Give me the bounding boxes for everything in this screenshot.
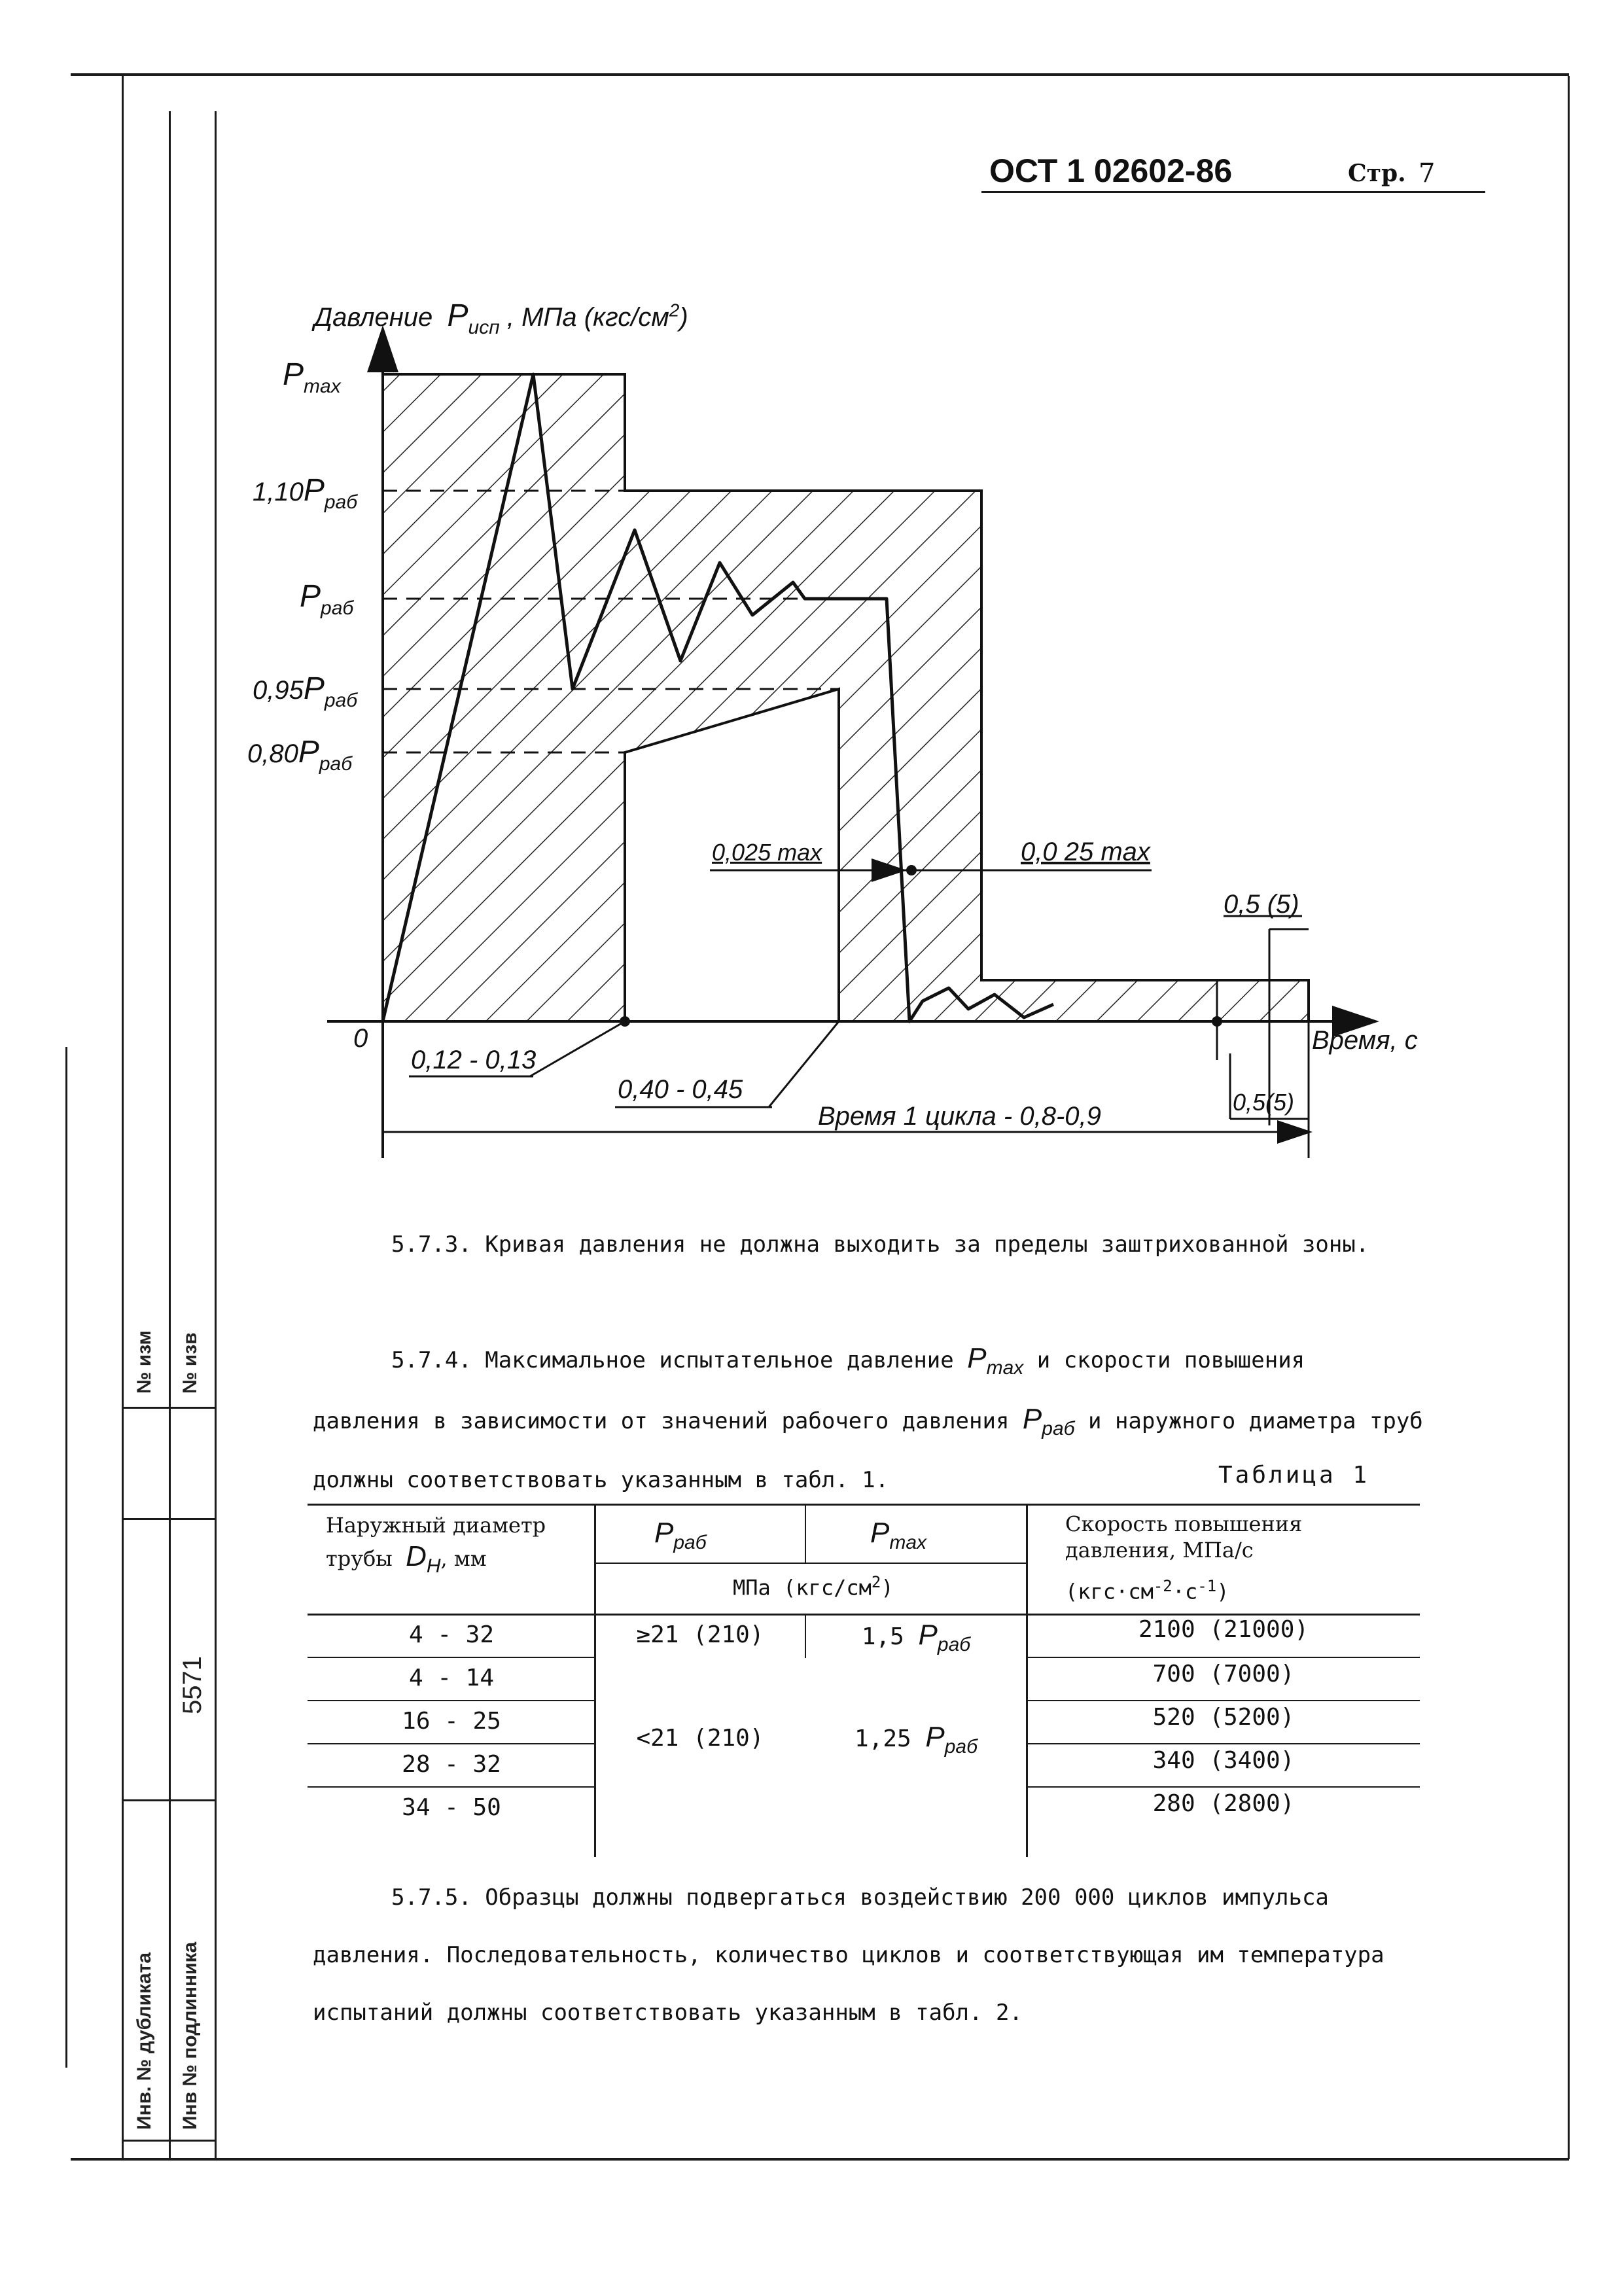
- td-diam-row1: 4 - 32: [408, 1621, 495, 1648]
- td-pmax-row1: 1,5 $P_{раб}$: [861, 1619, 971, 1655]
- td-rate-row3: 520 (5200): [1152, 1704, 1295, 1731]
- th-diameter-1: Наружный диаметр: [326, 1513, 546, 1538]
- annot-tol-lower: 0,5(5): [1233, 1089, 1295, 1116]
- td-pmax-group: 1,25 $P_{раб}$: [855, 1721, 978, 1757]
- td-prab-group: <21 (210): [636, 1725, 764, 1752]
- stamp-inv-podlinnika: Инв № подлинника: [179, 1941, 201, 2130]
- chart-origin: 0: [353, 1024, 368, 1053]
- th-pmax: Pmax: [870, 1517, 927, 1553]
- table-caption: Таблица 1: [1218, 1462, 1370, 1489]
- paragraph-5-7-5: 5.7.5. Образцы должны подвергаться воздействию 200 000 циклов импульса давления. Последовательность, количество циклов и соответствующая им температура испытаний должны соответствовать указанным в табл. 2.: [313, 1884, 1384, 2026]
- chart-xlabel: Время, с: [1312, 1026, 1418, 1055]
- hatched-zone: [383, 374, 1309, 1021]
- chart-ylabel: Давление $P_{исп}$ , МПа $(кгс/см^2)$: [314, 298, 688, 338]
- th-rate-2: давления, МПа/с: [1065, 1538, 1254, 1563]
- th-rate-3: $(кгс\cdot см^{-2}\cdot с^{-1})$: [1065, 1577, 1229, 1604]
- td-rate-row5: 280 (2800): [1152, 1790, 1295, 1817]
- annot-fall-time: 0,40 - 0,45: [618, 1075, 743, 1104]
- ytick-prab: $P_{раб}$: [300, 579, 354, 619]
- doc-code: ОСТ 1 02602-86: [989, 152, 1233, 189]
- paragraph-5-7-3: 5.7.3. Кривая давления не должна выходить за пределы заштрихованной зоны.: [391, 1231, 1369, 1258]
- th-units: МПа $(кгс/см^2)$: [733, 1573, 894, 1600]
- page-label: Стр.: [1348, 160, 1406, 187]
- stamp-izv: № изв: [179, 1332, 201, 1394]
- td-rate-row2: 700 (7000): [1152, 1661, 1295, 1687]
- td-diam-row4: 28 - 32: [402, 1751, 501, 1778]
- th-diameter-2: трубы DН, мм: [326, 1540, 487, 1577]
- annot-tol-upper: 0,5 (5): [1224, 890, 1299, 919]
- td-diam-row5: 34 - 50: [402, 1794, 501, 1821]
- paragraph-5-7-4: 5.7.4. Максимальное испытательное давление Pmax и скорости повышения давления в зависимости от значений рабочего давления Pраб и наружного диаметра труб должны соответствовать указанным в табл. 1.: [313, 1342, 1423, 1493]
- ytick-pmax: $P_{max}$: [283, 357, 341, 397]
- annot-tol-left: 0,025 max: [712, 839, 822, 866]
- annot-cycle-time: Время 1 цикла - 0,8-0,9: [818, 1102, 1101, 1131]
- stamp-izm: № изм: [133, 1330, 155, 1394]
- page-number: 7: [1419, 158, 1436, 188]
- th-prab: Pраб: [654, 1517, 707, 1553]
- ytick-080-prab: $0,80P_{раб}$: [247, 735, 353, 775]
- annot-rise-time: 0,12 - 0,13: [411, 1046, 537, 1074]
- td-diam-row2: 4 - 14: [408, 1665, 495, 1691]
- td-diam-row3: 16 - 25: [402, 1708, 501, 1735]
- ytick-110-prab: $1,10P_{раб}$: [253, 473, 358, 513]
- td-rate-row1: 2100 (21000): [1138, 1616, 1309, 1643]
- td-prab-row1: ≥21 (210): [636, 1621, 764, 1648]
- stamp-doc-number: 5571: [178, 1656, 207, 1714]
- th-rate-1: Скорость повышения: [1065, 1511, 1303, 1536]
- annot-tol-right: 0,0 25 max: [1021, 838, 1150, 866]
- td-rate-row4: 340 (3400): [1152, 1747, 1295, 1774]
- ytick-095-prab: $0,95P_{раб}$: [253, 671, 358, 711]
- frame-bottom: [71, 2158, 1569, 2161]
- stamp-inv-dublikata: Инв. № дубликата: [133, 1952, 155, 2130]
